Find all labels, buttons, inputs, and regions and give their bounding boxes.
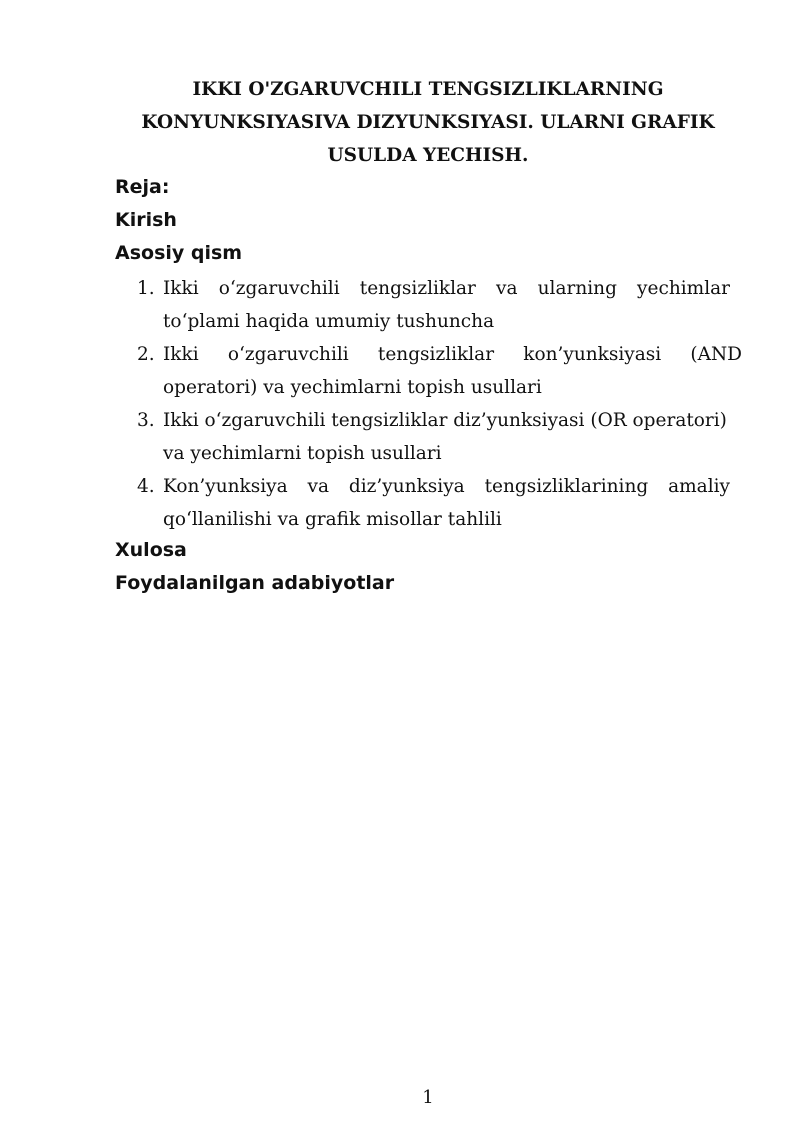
plan-item-1 bbox=[115, 272, 742, 338]
plan-item-line: Ikki o‘zgaruvchili tengsizliklar kon’yunksiyasi (AND bbox=[163, 344, 742, 365]
plan-item-number: 1. bbox=[137, 278, 155, 299]
plan-item-number: 4. bbox=[137, 476, 155, 497]
plan-item-line: qo‘llanilishi va grafik misollar tahlili bbox=[163, 509, 502, 530]
plan-item-3 bbox=[115, 404, 742, 470]
title-line-1: IKKI O'ZGARUVCHILI TENGSIZLIKLARNING bbox=[192, 79, 664, 100]
plan-list bbox=[115, 272, 742, 536]
plan-item-number: 3. bbox=[137, 410, 155, 431]
document-title bbox=[110, 73, 746, 172]
section-asosiy-qism: Asosiy qism bbox=[115, 242, 243, 264]
title-line-3: USULDA YECHISH. bbox=[327, 145, 529, 166]
plan-item-4 bbox=[115, 470, 742, 536]
title-line-2: KONYUNKSIYASIVA DIZYUNKSIYASI. ULARNI GRAFIK bbox=[141, 112, 715, 133]
plan-item-line: Ikki o‘zgaruvchili tengsizliklar diz’yunksiyasi (OR operatori) bbox=[163, 410, 727, 431]
section-reja: Reja: bbox=[115, 176, 170, 198]
plan-item-line: Ikki o‘zgaruvchili tengsizliklar va ularning yechimlar bbox=[163, 278, 730, 299]
plan-item-line: Kon’yunksiya va diz’yunksiya tengsizliklarining amaliy bbox=[163, 476, 730, 497]
plan-item-line: operatori) va yechimlarni topish usullari bbox=[163, 377, 542, 398]
plan-item-line: va yechimlarni topish usullari bbox=[163, 443, 442, 464]
plan-item-number: 2. bbox=[137, 344, 155, 365]
plan-item-line: to‘plami haqida umumiy tushuncha bbox=[163, 311, 495, 332]
page-number: 1 bbox=[422, 1087, 434, 1108]
section-adabiyotlar: Foydalanilgan adabiyotlar bbox=[115, 572, 395, 594]
plan-item-2 bbox=[115, 338, 742, 404]
section-xulosa: Xulosa bbox=[115, 539, 187, 561]
section-kirish: Kirish bbox=[115, 209, 177, 231]
